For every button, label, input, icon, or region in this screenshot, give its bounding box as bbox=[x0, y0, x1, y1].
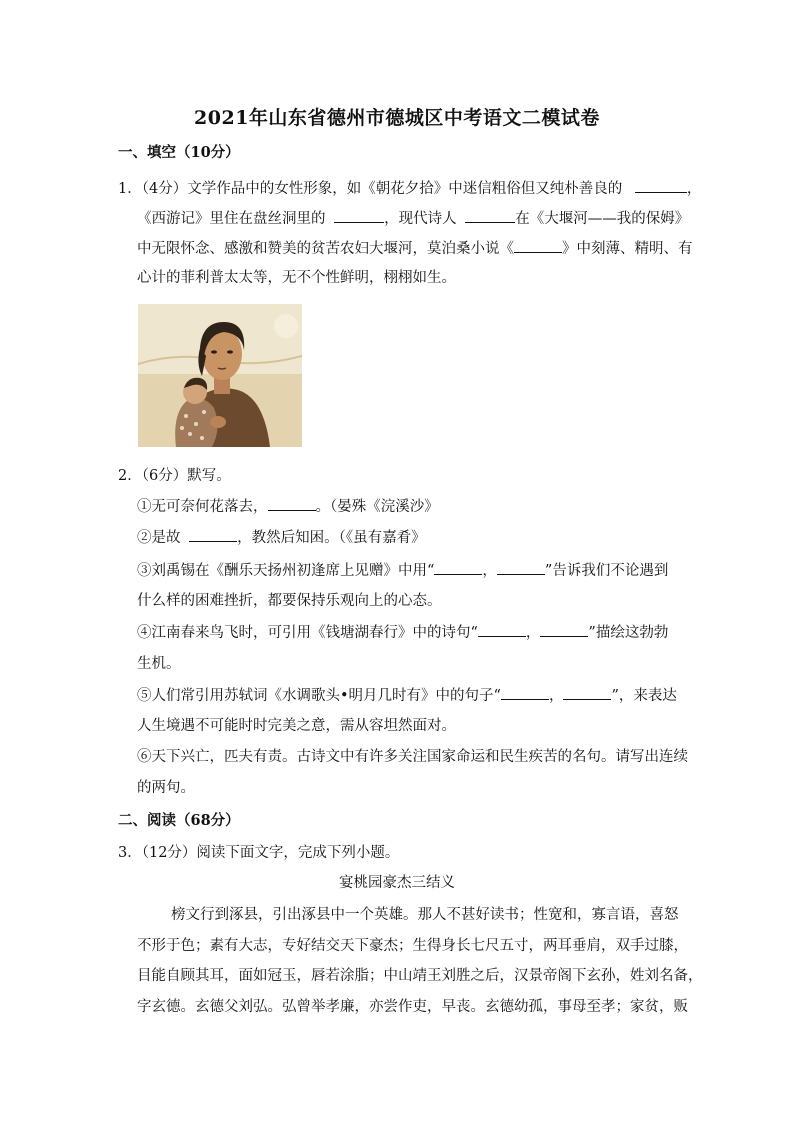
q1-text: ，现代诗人 bbox=[384, 211, 457, 227]
answer-blank[interactable] bbox=[334, 208, 384, 223]
q1-text: 在《大堰河——我的保姆》 bbox=[515, 211, 690, 227]
q2-text: ，教然后知困。（《虽有嘉肴》 bbox=[237, 530, 426, 546]
answer-blank[interactable] bbox=[497, 560, 545, 575]
section-heading-fill-in: 一、填空（10分） bbox=[118, 144, 240, 161]
passage-line-1: 榜文行到涿县，引出涿县中一个英雄。那人不甚好读书；性宽和，寡言语，喜怒 bbox=[171, 907, 679, 923]
q2-text: ”描绘这勃勃 bbox=[588, 625, 669, 641]
q2-text: ④江南春来鸟飞时，可引用《钱塘湖春行》中的诗句“ bbox=[137, 625, 478, 641]
q1-line-2 bbox=[137, 208, 689, 229]
q2-item-4 bbox=[137, 622, 668, 643]
q2-text: ， bbox=[525, 625, 541, 641]
q1-line-4: 心计的菲利普太太等，无不个性鲜明，栩栩如生。 bbox=[137, 270, 456, 286]
q1-text: 》中刻薄、精明、有 bbox=[562, 241, 693, 257]
q2-text: ， bbox=[482, 563, 497, 579]
q2-text: ⑤人们常引用苏轼词《水调歌头•明月几时有》中的句子“ bbox=[137, 688, 501, 704]
q1-text: 1．（4分）文学作品中的女性形象，如《朝花夕拾》中迷信粗俗但又纯朴善良的 bbox=[118, 181, 623, 197]
answer-blank[interactable] bbox=[189, 527, 237, 542]
q2-text: ”，来表达 bbox=[611, 688, 677, 704]
q2-item-3 bbox=[137, 560, 668, 581]
q3-heading: 3．（12分）阅读下面文字，完成下列小题。 bbox=[118, 845, 400, 861]
q2-item-2 bbox=[137, 527, 426, 548]
q1-text: 中无限怀念、感激和赞美的贫苦农妇大堰河，莫泊桑小说《 bbox=[137, 241, 514, 257]
q1-punct: ， bbox=[686, 181, 702, 197]
q1-text: 《西游记》里住在盘丝洞里的 bbox=[137, 211, 326, 227]
q2-item-6-cont: 的两句。 bbox=[137, 780, 195, 796]
illustration-woman-with-child-image bbox=[138, 304, 302, 447]
answer-blank[interactable] bbox=[635, 178, 687, 193]
q2-item-5 bbox=[137, 685, 677, 706]
answer-blank[interactable] bbox=[268, 496, 316, 511]
q2-item-1 bbox=[137, 496, 439, 517]
q2-heading: 2．（6分）默写。 bbox=[118, 468, 231, 484]
q1-line-3 bbox=[137, 238, 693, 259]
page-title: 2021年山东省德州市德城区中考语文二模试卷 bbox=[194, 107, 600, 129]
passage-line-4: 字玄德。玄德父刘弘。弘曾举孝廉，亦尝作吏，早丧。玄德幼孤，事母至孝；家贫，贩 bbox=[137, 999, 688, 1015]
answer-blank[interactable] bbox=[540, 622, 588, 637]
answer-blank[interactable] bbox=[514, 238, 562, 253]
answer-blank[interactable] bbox=[563, 685, 611, 700]
q2-text: ①无可奈何花落去， bbox=[137, 499, 268, 515]
q2-text: ③刘禹锡在《酬乐天扬州初逢席上见赠》中用“ bbox=[137, 563, 435, 579]
answer-blank[interactable] bbox=[478, 622, 526, 637]
passage-title: 宴桃园豪杰三结义 bbox=[339, 875, 455, 891]
passage-line-3: 目能自顾其耳，面如冠玉，唇若涂脂；中山靖王刘胜之后，汉景帝阁下玄孙，姓刘名备， bbox=[137, 968, 703, 984]
q2-item-6: ⑥天下兴亡，匹夫有责。古诗文中有许多关注国家命运和民生疾苦的名句。请写出连续 bbox=[137, 749, 688, 765]
answer-blank[interactable] bbox=[465, 208, 515, 223]
passage-line-2: 不形于色；素有大志，专好结交天下豪杰；生得身长七尺五寸，两耳垂肩，双手过膝， bbox=[137, 938, 688, 954]
q1-line-1 bbox=[118, 178, 701, 199]
q2-item-4-cont: 生机。 bbox=[137, 656, 181, 672]
q2-item-5-cont: 人生境遇不可能时时完美之意，需从容坦然面对。 bbox=[137, 718, 456, 734]
q2-text: ”告诉我们不论遇到 bbox=[544, 563, 669, 579]
q2-text: ， bbox=[548, 688, 564, 704]
section-heading-reading: 二、阅读（68分） bbox=[118, 812, 240, 829]
answer-blank[interactable] bbox=[434, 560, 482, 575]
q2-item-3-cont: 什么样的困难挫折，都要保持乐观向上的心态。 bbox=[137, 593, 442, 609]
q2-text: ②是故 bbox=[137, 530, 181, 546]
answer-blank[interactable] bbox=[501, 685, 549, 700]
q2-text: 。（晏殊《浣溪沙》 bbox=[315, 499, 439, 515]
